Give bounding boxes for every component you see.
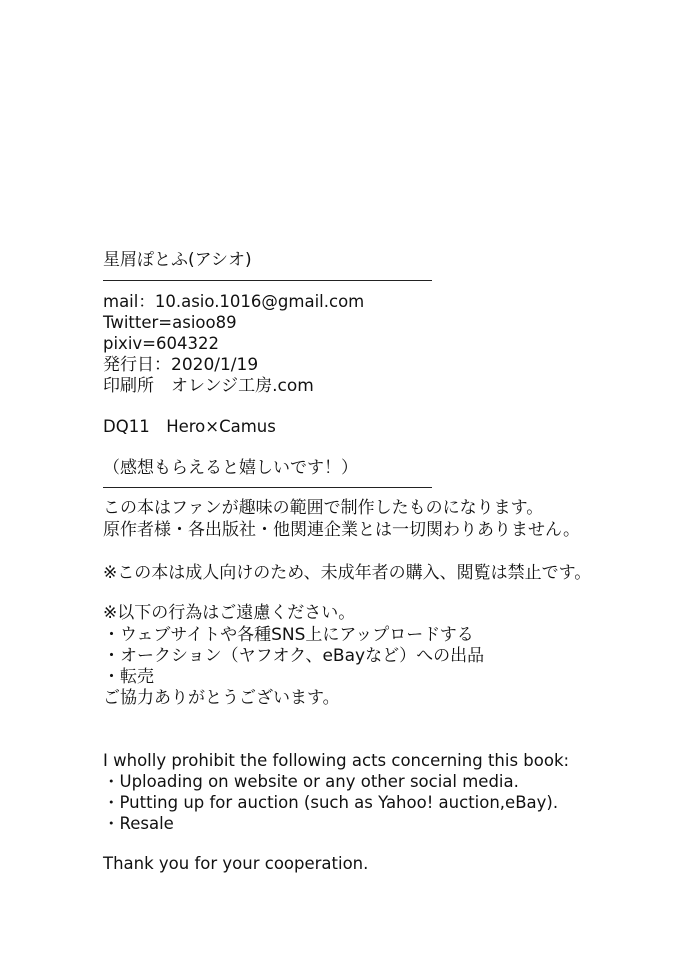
prohibit-item: ・転売 — [103, 667, 154, 687]
prohibit-item: ・ウェブサイトや各種SNS上にアップロードする — [103, 625, 474, 645]
prohibit-item-en: ・Putting up for auction (such as Yahoo! auction,eBay). — [103, 793, 559, 812]
printer: 印刷所 オレンジ工房.com — [103, 376, 314, 396]
prohibit-item: ・オークション（ヤフオク、eBayなど）への出品 — [103, 646, 485, 666]
prohibit-item-en: ・Uploading on website or any other social media. — [103, 772, 519, 791]
prohibit-header-en: I wholly prohibit the following acts concerning this book: — [103, 751, 570, 770]
disclaimer-line-1: この本はファンが趣味の範囲で制作したものになります。 — [103, 498, 544, 518]
divider-top — [103, 280, 432, 281]
issue-date: 発行日：2020/1/19 — [103, 355, 259, 375]
divider-bottom — [103, 487, 432, 488]
prohibit-header: ※以下の行為はご遠慮ください。 — [103, 603, 356, 623]
contact-twitter: Twitter=asioo89 — [103, 313, 237, 332]
feedback-note: （感想もらえると嬉しいです！） — [103, 458, 358, 478]
thanks-en: Thank you for your cooperation. — [103, 854, 369, 873]
contact-mail: mail：10.asio.1016@gmail.com — [103, 292, 365, 311]
thanks-jp: ご協力ありがとうございます。 — [103, 688, 340, 708]
circle-name: 星屑ぽとふ(アシオ) — [103, 250, 252, 270]
disclaimer-line-2: 原作者様・各出版社・他関連企業とは一切関わりありません。 — [103, 520, 581, 540]
work-title: DQ11 Hero×Camus — [103, 417, 276, 436]
prohibit-item-en: ・Resale — [103, 814, 174, 833]
adult-notice: ※この本は成人向けのため、未成年者の購入、閲覧は禁止です。 — [103, 563, 592, 583]
contact-pixiv: pixiv=604322 — [103, 334, 219, 353]
